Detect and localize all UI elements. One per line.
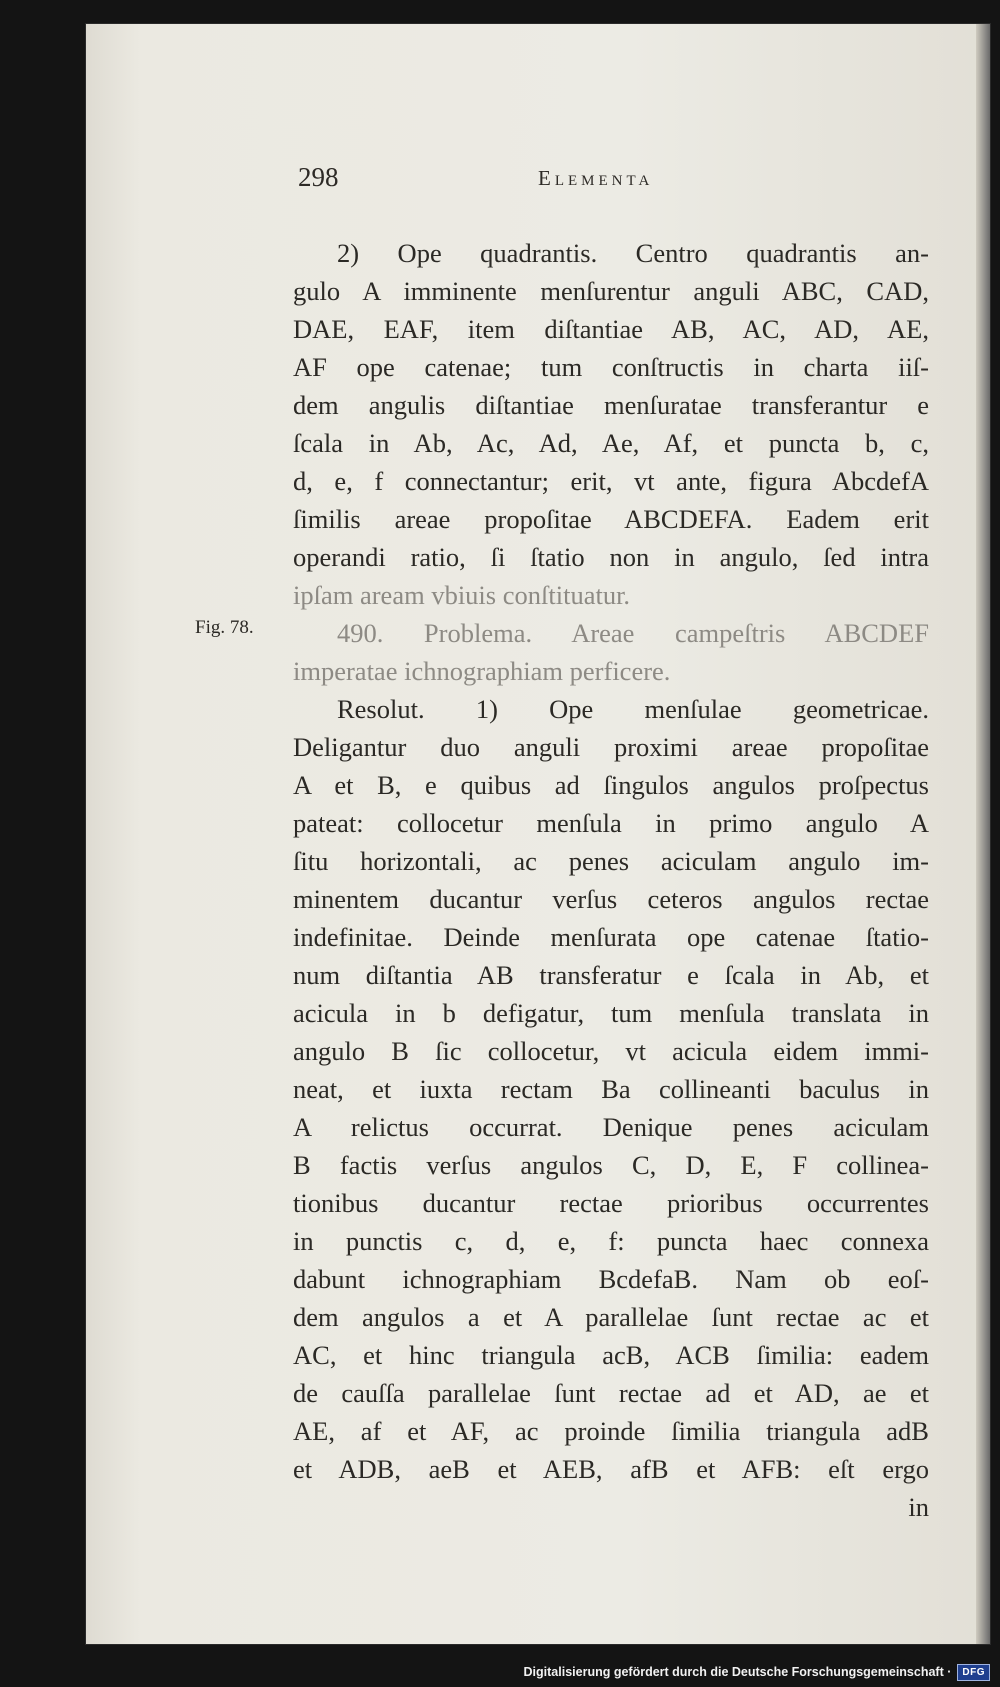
- text-line: ipſam aream vbiuis conſtituatur.: [293, 580, 631, 610]
- text-line: AE, af et AF, ac proinde ſimilia triangula adB: [293, 1416, 929, 1446]
- text-line: 2) Ope quadrantis. Centro quadrantis an-: [337, 238, 929, 268]
- credit-text: Digitalisierung gefördert durch die Deutsche Forschungsgemeinschaft ·: [523, 1665, 952, 1679]
- text-line: AF ope catenae; tum conſtructis in charta iiſ-: [293, 352, 929, 382]
- page-header: [298, 162, 798, 202]
- text-line: ſcala in Ab, Ac, Ad, Ae, Af, et puncta b, c,: [293, 428, 929, 458]
- text-line: imperatae ichnographiam perficere.: [293, 656, 671, 686]
- dfg-logo: DFG: [957, 1664, 990, 1681]
- book-page: [86, 24, 990, 1644]
- running-title: Elementa: [538, 166, 654, 190]
- text-line: dem angulos a et A parallelae ſunt rectae ac et: [293, 1302, 929, 1332]
- text-line: et ADB, aeB et AEB, afB et AFB: eſt ergo: [293, 1454, 929, 1484]
- text-line: tionibus ducantur rectae prioribus occurrentes: [293, 1188, 929, 1218]
- text-line: dabunt ichnographiam BcdefaB. Nam ob eoſ-: [293, 1264, 929, 1294]
- text-line: ſitu horizontali, ac penes aciculam angulo im-: [293, 846, 929, 876]
- page-number: 298: [298, 162, 339, 192]
- text-line: B factis verſus angulos C, D, E, F collinea-: [293, 1150, 929, 1180]
- text-line: dem angulis diſtantiae menſuratae transferantur e: [293, 390, 929, 420]
- figure-margin-note: Fig. 78.: [195, 617, 254, 638]
- text-line: in punctis c, d, e, f: puncta haec connexa: [293, 1226, 929, 1256]
- text-line: angulo B ſic collocetur, vt acicula eidem immi-: [293, 1036, 929, 1066]
- catchword: in: [908, 1492, 929, 1522]
- text-line: d, e, f connectantur; erit, vt ante, figura AbcdefA: [293, 466, 929, 496]
- resolution-heading: Resolut. 1) Ope menſulae geometricae.: [337, 694, 929, 724]
- body-text: [293, 234, 929, 1526]
- text-line: acicula in b defigatur, tum menſula translata in: [293, 998, 929, 1028]
- text-line: pateat: collocetur menſula in primo angulo A: [293, 808, 929, 838]
- text-line: AC, et hinc triangula acB, ACB ſimilia: eadem: [293, 1340, 929, 1370]
- text-line: DAE, EAF, item diſtantiae AB, AC, AD, AE,: [293, 314, 929, 344]
- text-line: operandi ratio, ſi ſtatio non in angulo, ſed intra: [293, 542, 929, 572]
- text-line: gulo A imminente menſurentur anguli ABC, CAD,: [293, 276, 929, 306]
- page-edge: [976, 24, 990, 1644]
- text-line: ſimilis areae propoſitae ABCDEFA. Eadem erit: [293, 504, 929, 534]
- digitization-credit: [524, 1661, 990, 1683]
- text-line: Deligantur duo anguli proximi areae propoſitae: [293, 732, 929, 762]
- text-line: minentem ducantur verſus ceteros angulos rectae: [293, 884, 929, 914]
- text-line: de cauſſa parallelae ſunt rectae ad et AD, ae et: [293, 1378, 929, 1408]
- text-line: A relictus occurrat. Denique penes aciculam: [293, 1112, 929, 1142]
- text-line: num diſtantia AB transferatur e ſcala in Ab, et: [293, 960, 929, 990]
- problem-heading: 490. Problema. Areae campeſtris ABCDEF: [337, 618, 929, 648]
- text-line: neat, et iuxta rectam Ba collineanti baculus in: [293, 1074, 929, 1104]
- text-line: A et B, e quibus ad ſingulos angulos proſpectus: [293, 770, 929, 800]
- text-line: indefinitae. Deinde menſurata ope catenae ſtatio-: [293, 922, 929, 952]
